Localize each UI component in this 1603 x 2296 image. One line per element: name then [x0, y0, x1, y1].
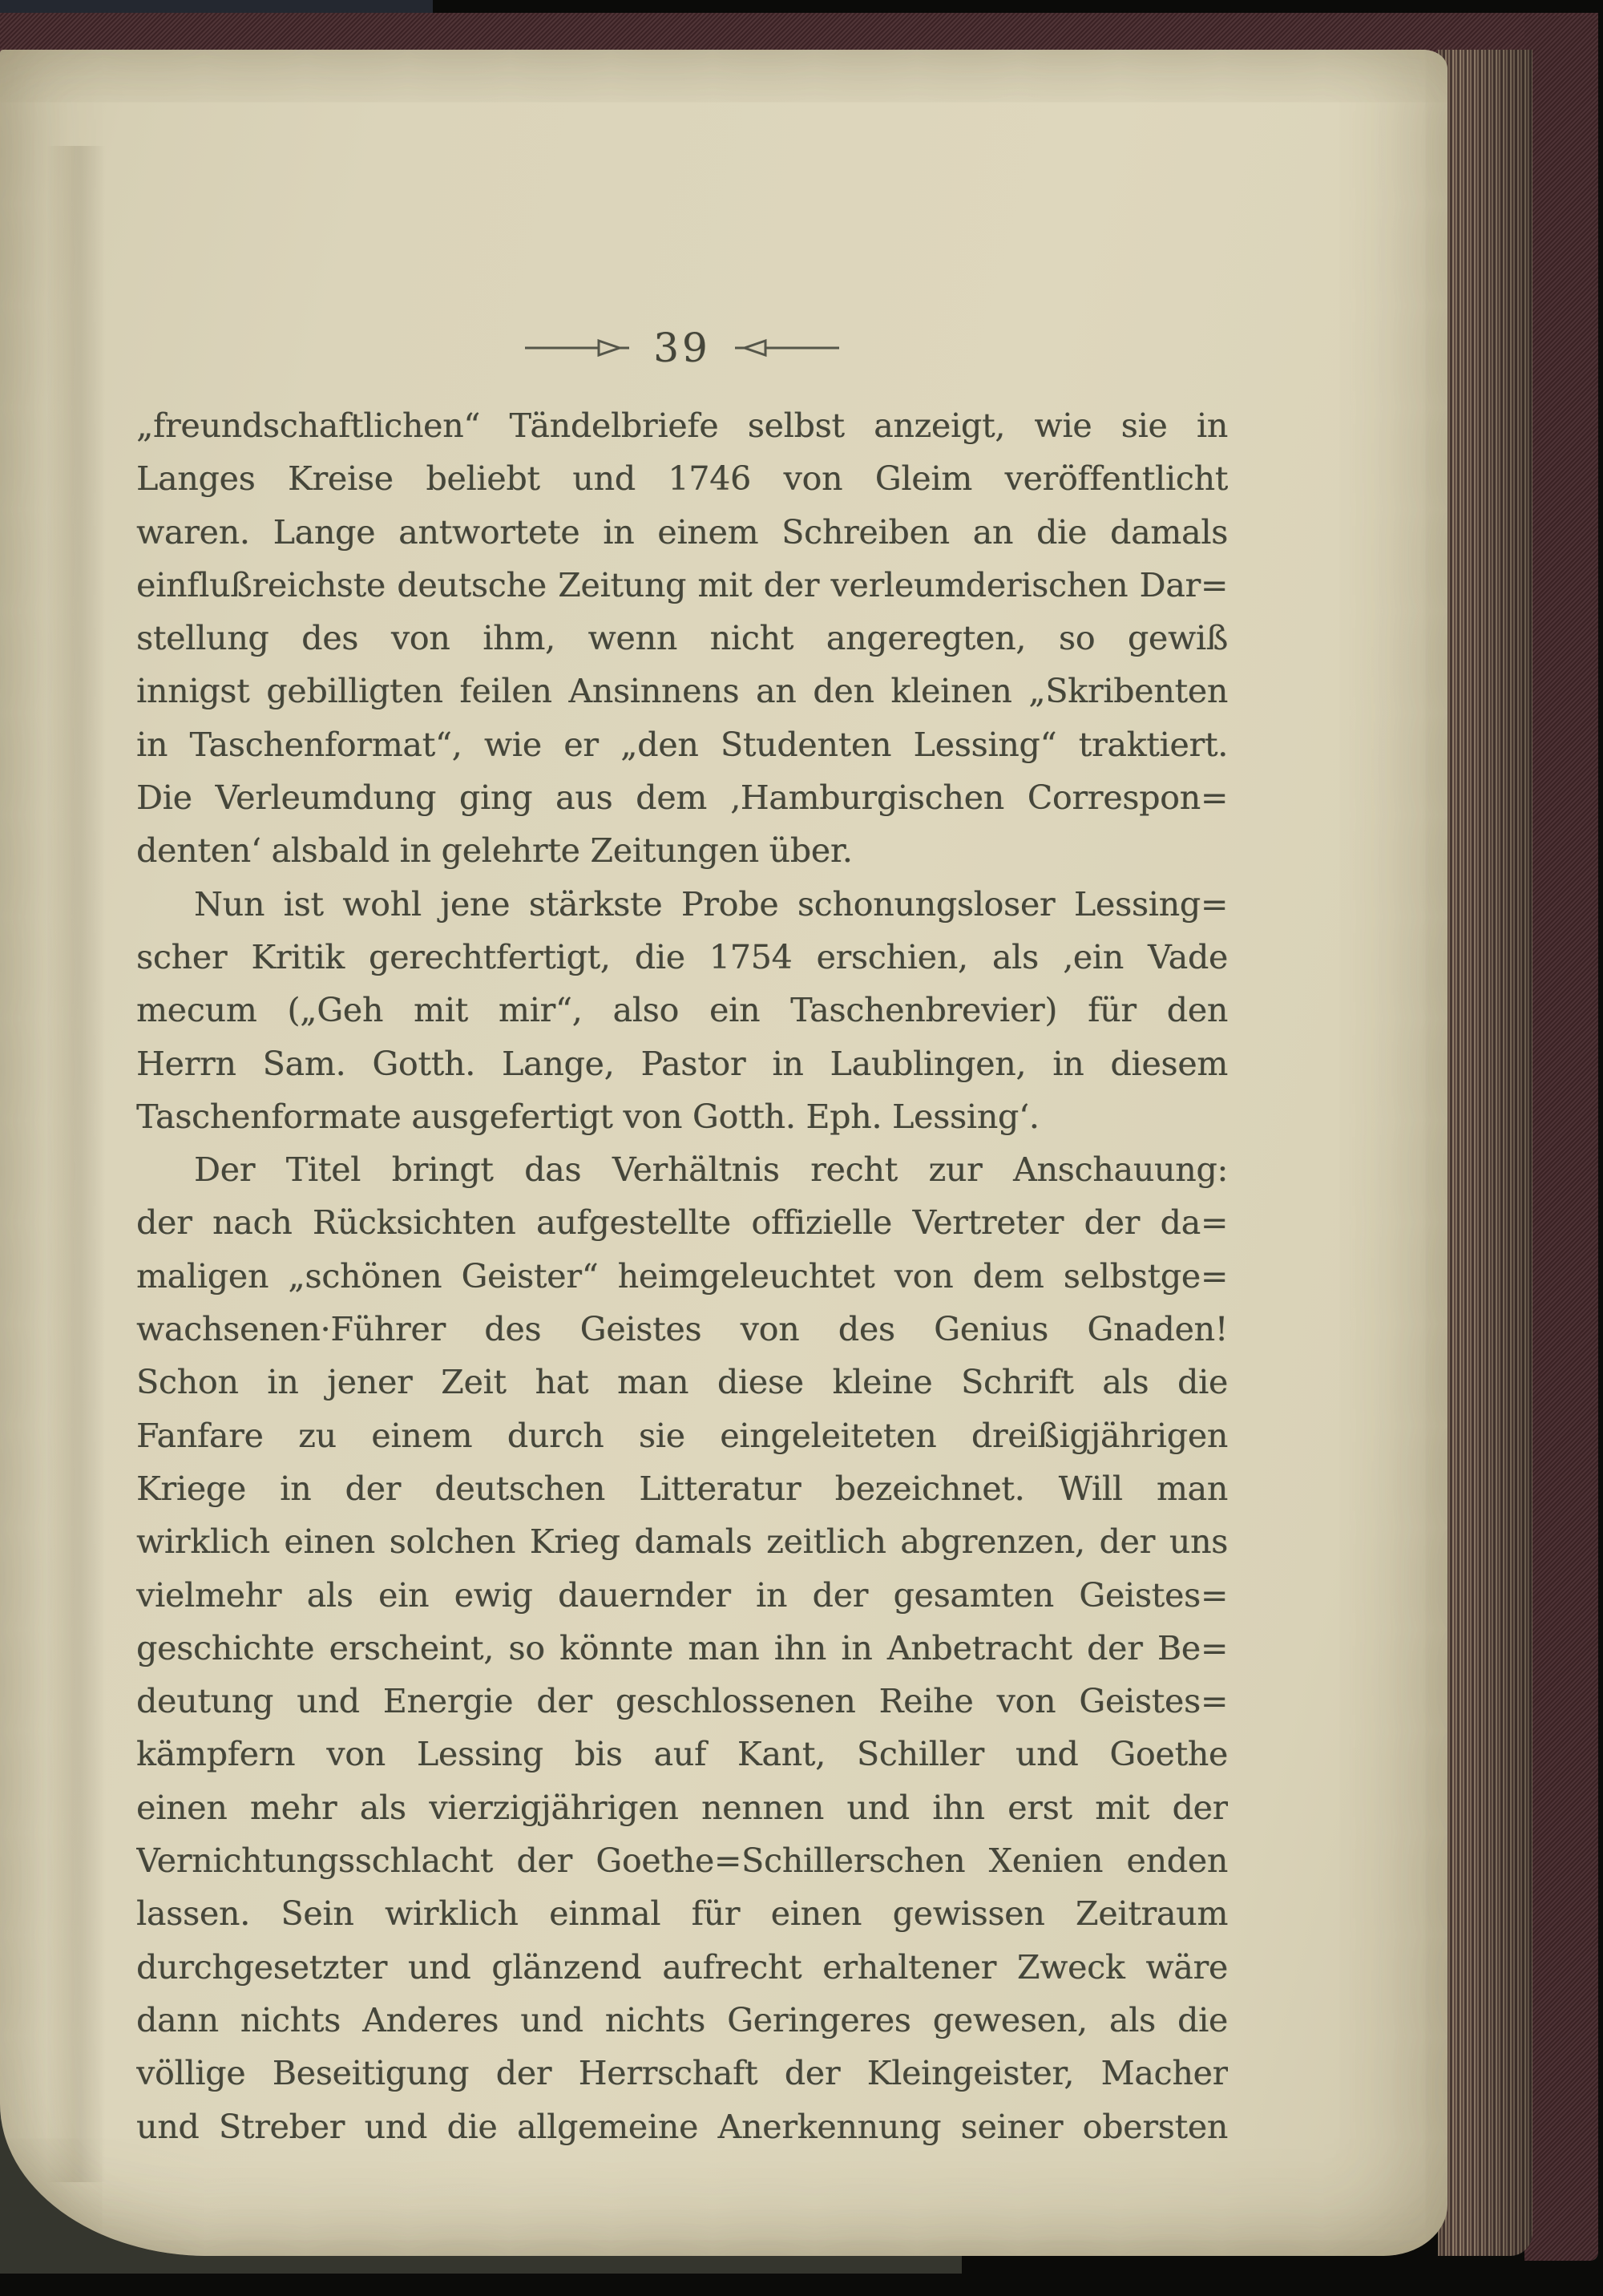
arrow-left-ornament-icon [735, 337, 839, 359]
book-page [0, 50, 1448, 2256]
text-line: kämpfern von Lessing bis auf Kant, Schiller und Goethe [136, 1735, 1228, 1774]
text-line: Taschenformate ausgefertigt von Gotth. Eph. Lessing‘. [136, 1097, 1040, 1136]
text-line: der nach Rücksichten aufgestellte offizielle Vertreter der da= [136, 1203, 1228, 1243]
text-line: einen mehr als vierzigjährigen nennen und ihn erst mit der [136, 1788, 1228, 1827]
text-line: Nun ist wohl jene stärkste Probe schonungsloser Lessing= [194, 884, 1228, 924]
text-line: einflußreichste deutsche Zeitung mit der verleumderischen Dar= [136, 565, 1228, 604]
text-line: völlige Beseitigung der Herrschaft der Kleingeister, Macher [136, 2054, 1228, 2093]
text-line: Herrn Sam. Gotth. Lange, Pastor in Laublingen, in diesem [136, 1044, 1228, 1083]
text-line: dann nichts Anderes und nichts Geringeres gewesen, als die [136, 2000, 1228, 2039]
text-line: Langes Kreise beliebt und 1746 von Gleim veröffentlicht [136, 459, 1228, 499]
text-line: geschichte erscheint, so könnte man ihn in Anbetracht der Be= [136, 1628, 1228, 1667]
text-line: Fanfare zu einem durch sie eingeleiteten dreißigjährigen [136, 1416, 1228, 1455]
text-line: maligen „schönen Geister“ heimgeleuchtet von dem selbstge= [136, 1256, 1228, 1296]
text-line: denten‘ alsbald in gelehrte Zeitungen über. [136, 831, 853, 871]
text-line: Die Verleumdung ging aus dem ‚Hamburgischen Correspon= [136, 778, 1228, 818]
text-line: deutung und Energie der geschlossenen Reihe von Geistes= [136, 1682, 1228, 1721]
book-cover-right-edge [1524, 16, 1598, 2261]
text-line: wirklich einen solchen Krieg damals zeitlich abgrenzen, der uns [136, 1522, 1228, 1562]
text-line: Der Titel bringt das Verhältnis recht zur Anschauung: [194, 1150, 1228, 1190]
text-line: waren. Lange antwortete in einem Schreiben an die damals [136, 512, 1228, 552]
text-line: vielmehr als ein ewig dauernder in der gesamten Geistes= [136, 1575, 1228, 1615]
text-block [136, 399, 1228, 2153]
text-line: scher Kritik gerechtfertigt, die 1754 erschien, als ‚ein Vade [136, 937, 1228, 976]
page-header [136, 319, 1228, 377]
text-line: „freundschaftlichen“ Tändelbriefe selbst anzeigt, wie sie in [136, 406, 1228, 445]
page-number: 39 [653, 325, 711, 371]
text-line: Kriege in der deutschen Litteratur bezeichnet. Will man [136, 1469, 1228, 1508]
text-line: mecum („Geh mit mir“, also ein Taschenbrevier) für den [136, 991, 1228, 1030]
text-line: stellung des von ihm, wenn nicht angeregten, so gewiß [136, 619, 1228, 658]
arrow-right-ornament-icon [525, 337, 629, 359]
book-page-edges [1438, 50, 1532, 2256]
text-line: lassen. Sein wirklich einmal für einen gewissen Zeitraum [136, 1894, 1228, 1934]
text-line: wachsenen·Führer des Geistes von des Genius Gnaden! [136, 1310, 1228, 1349]
text-line: durchgesetzter und glänzend aufrecht erhaltener Zweck wäre [136, 1947, 1228, 1987]
text-line: innigst gebilligten feilen Ansinnens an den kleinen „Skribenten [136, 672, 1228, 711]
page-crease [46, 146, 106, 2182]
text-line: Vernichtungsschlacht der Goethe=Schillerschen Xenien enden [136, 1841, 1228, 1881]
text-line: und Streber und die allgemeine Anerkennung seiner obersten [136, 2107, 1228, 2146]
text-line: Schon in jener Zeit hat man diese kleine Schrift als die [136, 1363, 1228, 1402]
text-line: in Taschenformat“, wie er „den Studenten Lessing“ traktiert. [136, 725, 1228, 764]
